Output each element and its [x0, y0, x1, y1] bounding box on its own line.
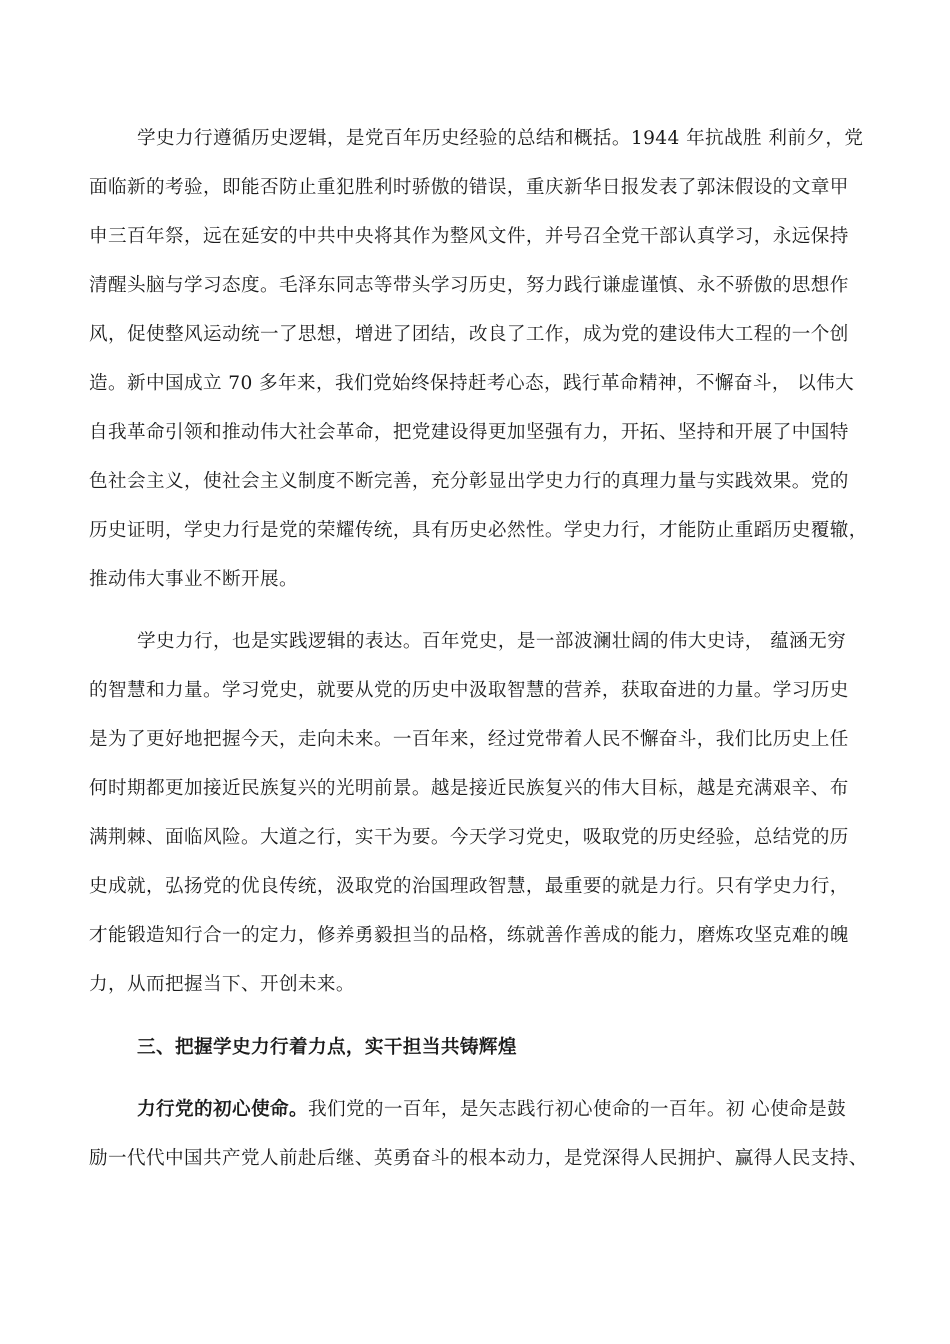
paragraph-2-line: 才能锻造知行合一的定力，修养勇毅担当的品格，练就善作善成的能力，磨炼攻坚克难的魄: [89, 925, 849, 946]
paragraph-1-line: 学史力行遵循历史逻辑，是党百年历史经验的总结和概括。1944 年抗战胜 利前夕，党: [137, 128, 864, 149]
paragraph-2-line: 是为了更好地把握今天，走向未来。一百年来，经过党带着人民不懈奋斗，我们比历史上任: [89, 729, 849, 750]
paragraph-3-line: 励一代代中国共产党人前赴后继、英勇奋斗的根本动力，是党深得人民拥护、赢得人民支持、: [89, 1148, 868, 1169]
paragraph-1-line: 造。新中国成立 70 多年来，我们党始终保持赶考心态，践行革命精神，不懈奋斗， 以伟大: [89, 373, 855, 394]
paragraph-3-first-line-text: 我们党的一百年，是矢志践行初心使命的一百年。初 心使命是鼓: [307, 1099, 847, 1120]
paragraph-1-line: 推动伟大事业不断开展。: [89, 569, 298, 590]
paragraph-3-line: [137, 1098, 846, 1122]
paragraph-1-line: 风，促使整风运动统一了思想，增进了团结，改良了工作，成为党的建设伟大工程的一个创: [89, 324, 849, 345]
paragraph-2-line: 何时期都更加接近民族复兴的光明前景。越是接近民族复兴的伟大目标，越是充满艰辛、布: [89, 778, 849, 799]
paragraph-1-line: 色社会主义，使社会主义制度不断完善，充分彰显出学史力行的真理力量与实践效果。党的: [89, 471, 849, 492]
paragraph-3-bold-lead: 力行党的初心使命。: [137, 1099, 308, 1120]
paragraph-1-line: 历史证明，学史力行是党的荣耀传统，具有历史必然性。学史力行，才能防止重蹈历史覆辙，: [89, 520, 868, 541]
paragraph-1-line: 自我革命引领和推动伟大社会革命，把党建设得更加坚强有力，开拓、坚持和开展了中国特: [89, 422, 849, 443]
paragraph-2-line: 力，从而把握当下、开创未来。: [89, 974, 355, 995]
paragraph-2-line: 史成就，弘扬党的优良传统，汲取党的治国理政智慧，最重要的就是力行。只有学史力行，: [89, 876, 849, 897]
paragraph-2-line: 学史力行，也是实践逻辑的表达。百年党史，是一部波澜壮阔的伟大史诗， 蕴涵无穷: [137, 631, 847, 652]
paragraph-1-line: 面临新的考验，即能否防止重犯胜利时骄傲的错误，重庆新华日报发表了郭沫假设的文章甲: [89, 177, 849, 198]
paragraph-1-line: 申三百年祭，远在延安的中共中央将其作为整风文件，并号召全党干部认真学习，永远保持: [89, 226, 849, 247]
paragraph-2-line: 的智慧和力量。学习党史，就要从党的历史中汲取智慧的营养，获取奋进的力量。学习历史: [89, 680, 849, 701]
section-heading: 三、把握学史力行着力点，实干担当共铸辉煌: [137, 1037, 517, 1058]
paragraph-1-line: 清醒头脑与学习态度。毛泽东同志等带头学习历史，努力践行谦虚谨慎、永不骄傲的思想作: [89, 275, 849, 296]
paragraph-2-line: 满荆棘、面临风险。大道之行，实干为要。今天学习党史，吸取党的历史经验，总结党的历: [89, 827, 849, 848]
